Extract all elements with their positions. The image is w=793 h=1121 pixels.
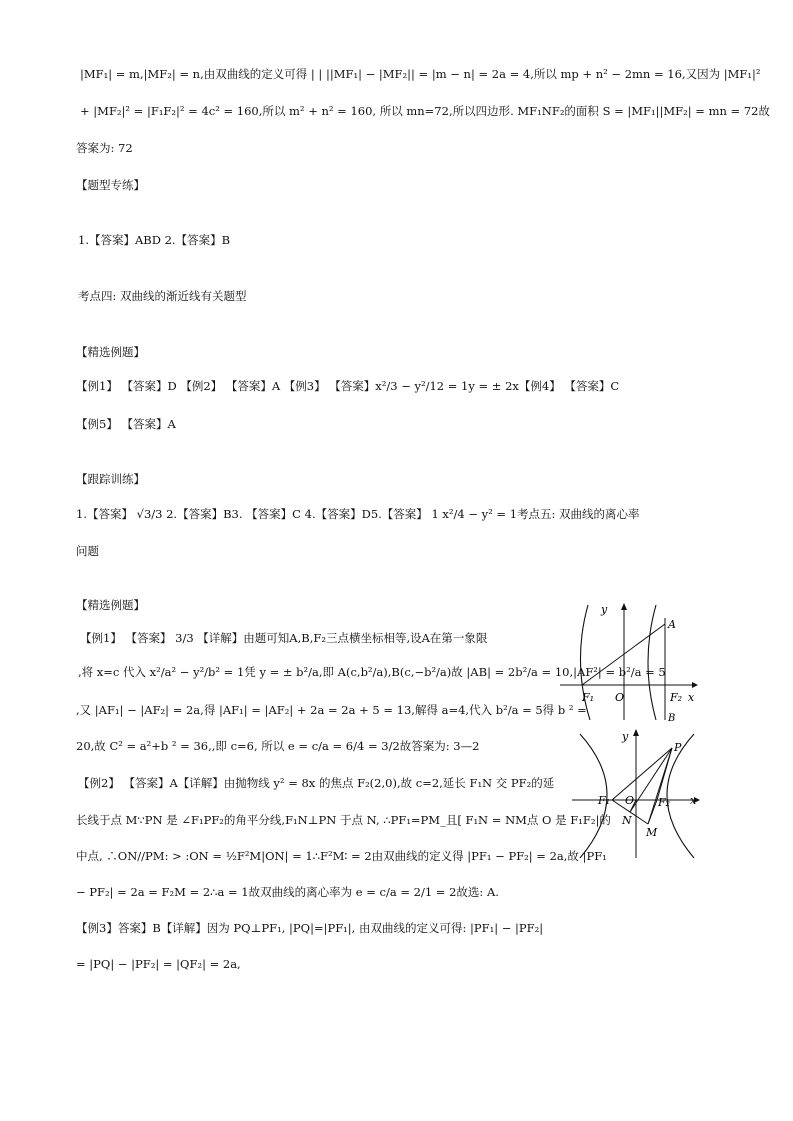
hyperbola-figure-1: [560, 600, 700, 722]
label-f1: F₁: [582, 691, 595, 704]
section-heading-topic4: 考点四: 双曲线的渐近线有关题型: [78, 289, 247, 303]
label-f2: F₂: [658, 796, 671, 809]
text-line-ex1-c: ,又 |AF₁| − |AF₂| = 2a,得 |AF₁| = |AF₂| + 2a = 2a + 5 = 13,解得 a=4,代入 b²/a = 5得 b ² =: [76, 703, 587, 717]
label-f2: F₂: [670, 691, 683, 704]
label-y: y: [601, 603, 608, 616]
text-line-2: + |MF₂|² = |F₁F₂|² = 4c² = 160,所以 m² + n² = 160, 所以 mn=72,所以四边形. MF₁NF₂的面积 S = |MF₁||MF₂| = mn = 72故: [80, 104, 770, 118]
text-line-ex2-c: 中点, ∴ON//PM: > :ON = ½F²M|ON| = 1∴F²M∶ = 2由双曲线的定义得 |PF₁ − PF₂| = 2a,故 |PF₁: [76, 849, 607, 863]
label-m: M: [646, 826, 658, 839]
text-line-3: 答案为: 72: [76, 141, 133, 155]
text-line-example5: 【例5】 【答案】A: [76, 417, 176, 431]
y-axis-arrow: [633, 729, 639, 736]
label-o: O: [625, 794, 635, 807]
text-line-ex2-a: 【例2】 【答案】A【详解】由抛物线 y² = 8x 的焦点 F₂(2,0),故 c=2,延长 F₁N 交 PF₂的延: [78, 776, 555, 790]
text-line-ex1-a: 【例1】 【答案】 3/3 【详解】由题可知A,B,F₂三点横坐标相等,设A在第一象限: [80, 631, 488, 645]
label-y: y: [622, 730, 629, 743]
section-heading-selected-examples: 【精选例题】: [76, 345, 145, 359]
text-line-problem: 问题: [76, 544, 99, 558]
section-heading-selected-examples-2: 【精选例题】: [76, 598, 145, 612]
text-line-examples-answers: 【例1】 【答案】D 【例2】 【答案】A 【例3】 【答案】x²/3 − y²/12 = 1y = ± 2x【例4】 【答案】C: [76, 379, 620, 393]
text-line-1: |MF₁| = m,|MF₂| = n,由双曲线的定义可得 | | ||MF₁| − |MF₂|| = |m − n| = 2a = 4,所以 mp + n² − 2mn = 16,又因为 |MF₁|²: [80, 67, 761, 81]
label-n: N: [622, 814, 632, 827]
right-branch-curve: [648, 605, 656, 720]
label-p: P: [674, 741, 682, 754]
segment-p-m: [648, 748, 672, 824]
text-line-ex3-b: = |PQ| − |PF₂| = |QF₂| = 2a,: [76, 957, 241, 971]
text-line-ex2-d: − PF₂| = 2a = F₂M = 2∴a = 1故双曲线的离心率为 e = c/a = 2/1 = 2故选: A.: [76, 885, 499, 899]
label-o: O: [615, 691, 625, 704]
y-axis-arrow: [621, 603, 627, 610]
label-x: x: [688, 691, 695, 704]
text-line-tracking-answers: 1.【答案】 √3/3 2.【答案】B3. 【答案】C 4.【答案】D5.【答案】 1 x²/4 − y² = 1考点五: 双曲线的离心率: [76, 507, 640, 521]
segment-f1-p: [612, 748, 672, 800]
x-axis-arrow: [692, 682, 698, 688]
text-line-ex3-a: 【例3】答案】B【详解】因为 PQ⊥PF₁, |PQ|=|PF₁|, 由双曲线的定义可得: |PF₁| − |PF₂|: [76, 921, 544, 935]
section-heading-practice: 【题型专练】: [76, 178, 145, 192]
section-heading-tracking: 【跟踪训练】: [76, 472, 145, 486]
text-line-ex1-b: ,将 x=c 代入 x²/a² − y²/b² = 1凭 y = ± b²/a,即 A(c,b²/a),B(c,−b²/a)故 |AB| = 2b²/a = 10,|AF²| = b²/a = 5: [78, 665, 666, 679]
text-line-ex1-d: 20,故 C² = a²+b ² = 36,,即 c=6, 所以 e = c/a = 6/4 = 3/2故答案为: 3—2: [76, 739, 480, 753]
label-x: x: [690, 794, 697, 807]
label-f1: F₁: [598, 794, 611, 807]
hyperbola-figure-2: [572, 724, 704, 860]
label-b: B: [668, 713, 676, 722]
text-line-ex2-b: 长线于点 M∵PN 是 ∠F₁PF₂的角平分线,F₁N⊥PN 于点 N, ∴PF₁=PM_且[ F₁N = NM点 O 是 F₁F₂|的: [76, 813, 611, 827]
label-a: A: [668, 618, 676, 631]
text-line-answers: 1.【答案】ABD 2.【答案】B: [78, 233, 231, 247]
